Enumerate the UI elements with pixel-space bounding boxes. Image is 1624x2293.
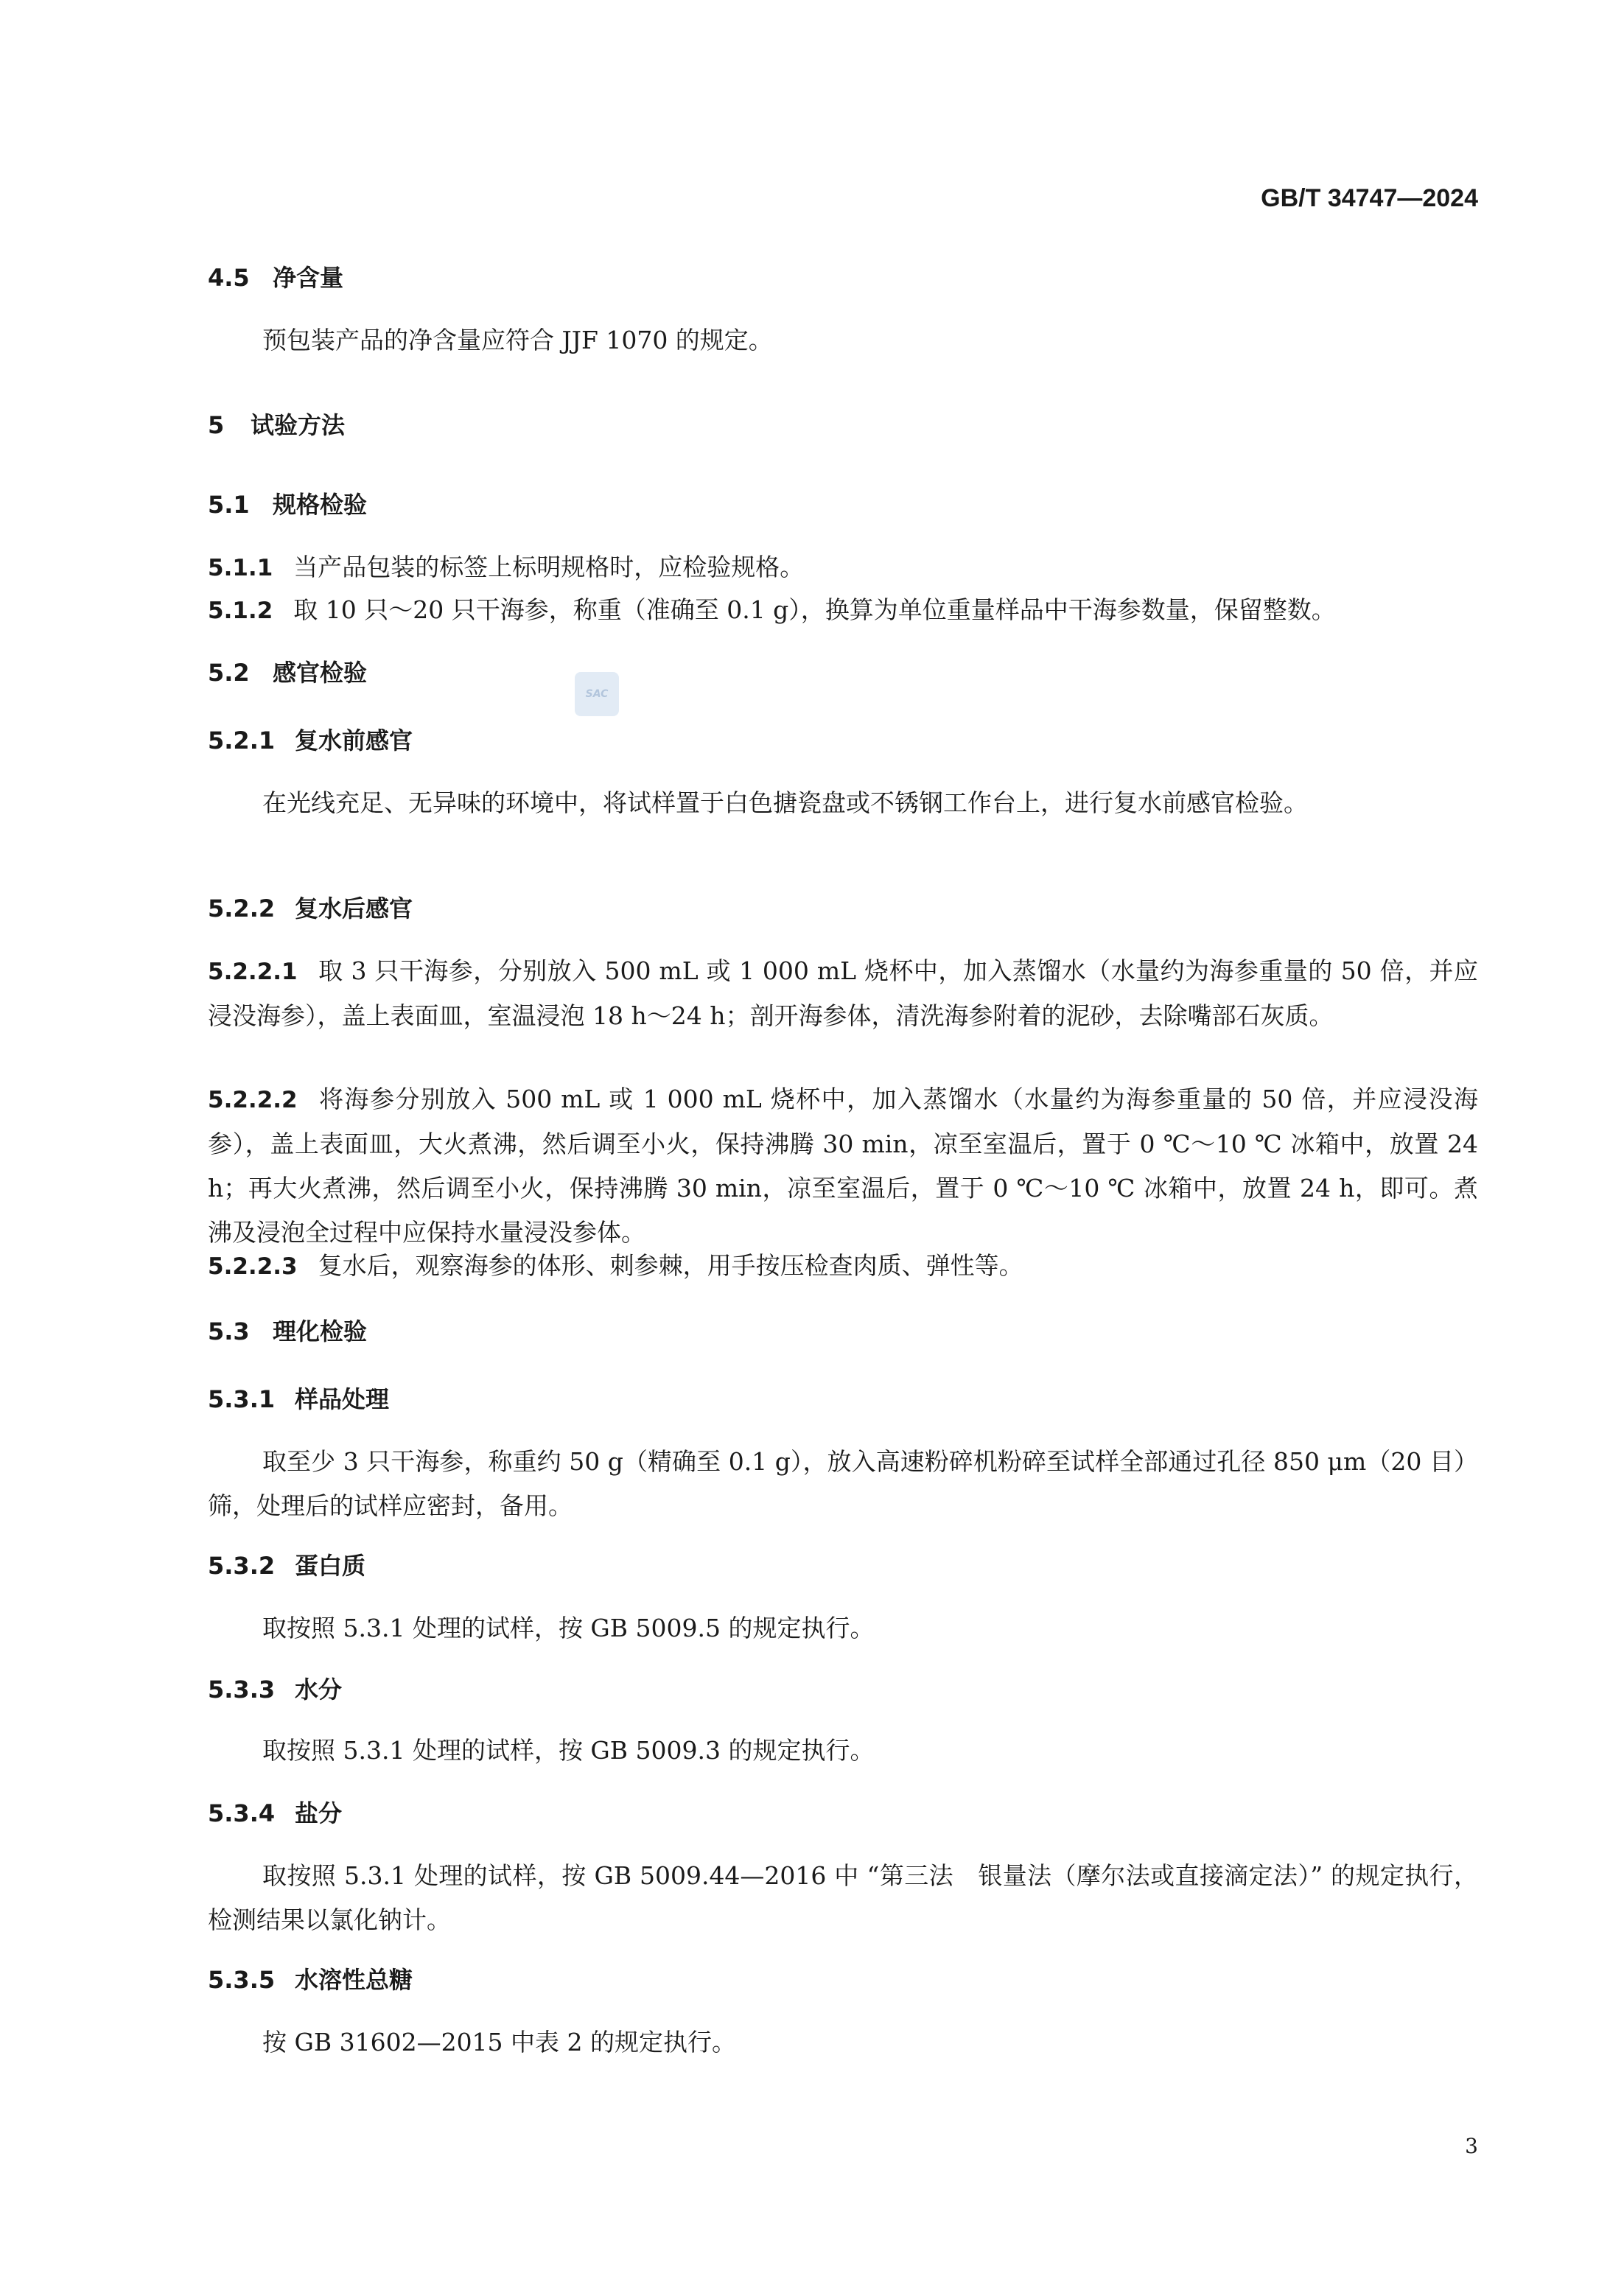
section-number: 5.3 xyxy=(208,1317,250,1345)
paragraph-5-1-1 xyxy=(208,545,1478,590)
heading-5-1 xyxy=(208,486,367,520)
heading-5-3-4 xyxy=(208,1795,342,1829)
heading-5 xyxy=(208,407,345,441)
section-number: 5.3.5 xyxy=(208,1966,276,1994)
clause-number: 5.1.1 xyxy=(208,555,273,581)
paragraph-5-3-5: 按 GB 31602—2015 中表 2 的规定执行。 xyxy=(262,2028,737,2056)
clause-text: 取 3 只干海参，分别放入 500 mL 或 1 000 mL 烧杯中，加入蒸馏水（水量约为海参重量的 50 倍，并应浸没海参），盖上表面皿，室温浸泡 18 h～24 h；剖开海参体，清洗海参附着的泥砂，去除嘴部石灰质。 xyxy=(208,956,1478,1030)
heading-5-3-5 xyxy=(208,1961,413,1995)
paragraph-4-5: 预包装产品的净含量应符合 JJF 1070 的规定。 xyxy=(262,326,773,354)
paragraph-5-1-2 xyxy=(208,588,1478,633)
clause-number: 5.1.2 xyxy=(208,598,273,624)
clause-text: 复水后，观察海参的体形、刺参棘，用手按压检查肉质、弹性等。 xyxy=(318,1251,1023,1280)
section-title: 净含量 xyxy=(273,264,344,292)
section-title: 蛋白质 xyxy=(295,1552,366,1580)
clause-number: 5.2.2.3 xyxy=(208,1253,298,1280)
clause-text: 取 10 只～20 只干海参，称重（准确至 0.1 g），换算为单位重量样品中干海参数量，保留整数。 xyxy=(293,595,1336,624)
heading-5-2-1 xyxy=(208,722,413,756)
paragraph-5-3-1: 取至少 3 只干海参，称重约 50 g（精确至 0.1 g），放入高速粉碎机粉碎至试样全部通过孔径 850 μm（20 目）筛，处理后的试样应密封，备用。 xyxy=(208,1447,1478,1520)
page-number: 3 xyxy=(1465,2134,1478,2158)
clause-number: 5.2.2.2 xyxy=(208,1087,298,1113)
heading-5-2-2 xyxy=(208,890,413,924)
heading-5-3-3 xyxy=(208,1671,342,1705)
section-title: 试验方法 xyxy=(251,411,346,439)
section-number: 5.2.1 xyxy=(208,727,276,755)
paragraph-5-3-4: 取按照 5.3.1 处理的试样，按 GB 5009.44—2016 中 “第三法 银量法（摩尔法或直接滴定法）” 的规定执行，检测结果以氯化钠计。 xyxy=(208,1861,1478,1934)
section-number: 5.3.3 xyxy=(208,1676,276,1704)
paragraph-5-2-2-1 xyxy=(208,949,1478,1038)
section-title: 盐分 xyxy=(295,1799,343,1827)
paragraph-5-2-2-2 xyxy=(208,1077,1478,1255)
standard-code: GB/T 34747—2024 xyxy=(1261,184,1478,212)
section-title: 理化检验 xyxy=(273,1317,368,1345)
section-number: 5.3.4 xyxy=(208,1799,276,1827)
sac-watermark-logo: SAC xyxy=(575,672,619,716)
clause-number: 5.2.2.1 xyxy=(208,959,298,985)
paragraph-5-3-3: 取按照 5.3.1 处理的试样，按 GB 5009.3 的规定执行。 xyxy=(262,1736,875,1765)
section-number: 5 xyxy=(208,411,225,439)
paragraph-5-2-2-3 xyxy=(208,1244,1478,1289)
section-title: 水分 xyxy=(295,1676,343,1704)
section-title: 水溶性总糖 xyxy=(295,1966,413,1994)
section-number: 5.2 xyxy=(208,659,250,687)
heading-5-2 xyxy=(208,654,367,688)
heading-4-5 xyxy=(208,259,343,293)
section-number: 5.1 xyxy=(208,491,250,519)
clause-text: 当产品包装的标签上标明规格时，应检验规格。 xyxy=(293,553,805,581)
clause-text: 将海参分别放入 500 mL 或 1 000 mL 烧杯中，加入蒸馏水（水量约为海参重量的 50 倍，并应浸没海参），盖上表面皿，大火煮沸，然后调至小火，保持沸腾 30 min，凉至室温后，置于 0 ℃～10 ℃ 冰箱中，放置 24 h；再大火煮沸，然后调至小火，保持沸腾 30 min，凉至室温后，置于 0 ℃～10 ℃ 冰箱中，放置 24 h，即可。煮沸及浸泡全过程中应保持水量浸没参体。 xyxy=(208,1085,1478,1247)
paragraph-5-3-2: 取按照 5.3.1 处理的试样，按 GB 5009.5 的规定执行。 xyxy=(262,1614,875,1642)
paragraph-5-2-1: 在光线充足、无异味的环境中，将试样置于白色搪瓷盘或不锈钢工作台上，进行复水前感官检验。 xyxy=(262,788,1308,817)
heading-5-3-1 xyxy=(208,1381,389,1415)
section-title: 规格检验 xyxy=(273,491,368,519)
section-number: 5.3.1 xyxy=(208,1385,276,1413)
section-number: 5.3.2 xyxy=(208,1552,276,1580)
section-number: 5.2.2 xyxy=(208,895,276,923)
section-number: 4.5 xyxy=(208,264,250,292)
section-title: 感官检验 xyxy=(273,659,368,687)
section-title: 样品处理 xyxy=(295,1385,390,1413)
heading-5-3-2 xyxy=(208,1547,365,1581)
section-title: 复水前感官 xyxy=(295,727,413,755)
section-title: 复水后感官 xyxy=(295,895,413,923)
heading-5-3 xyxy=(208,1313,367,1347)
